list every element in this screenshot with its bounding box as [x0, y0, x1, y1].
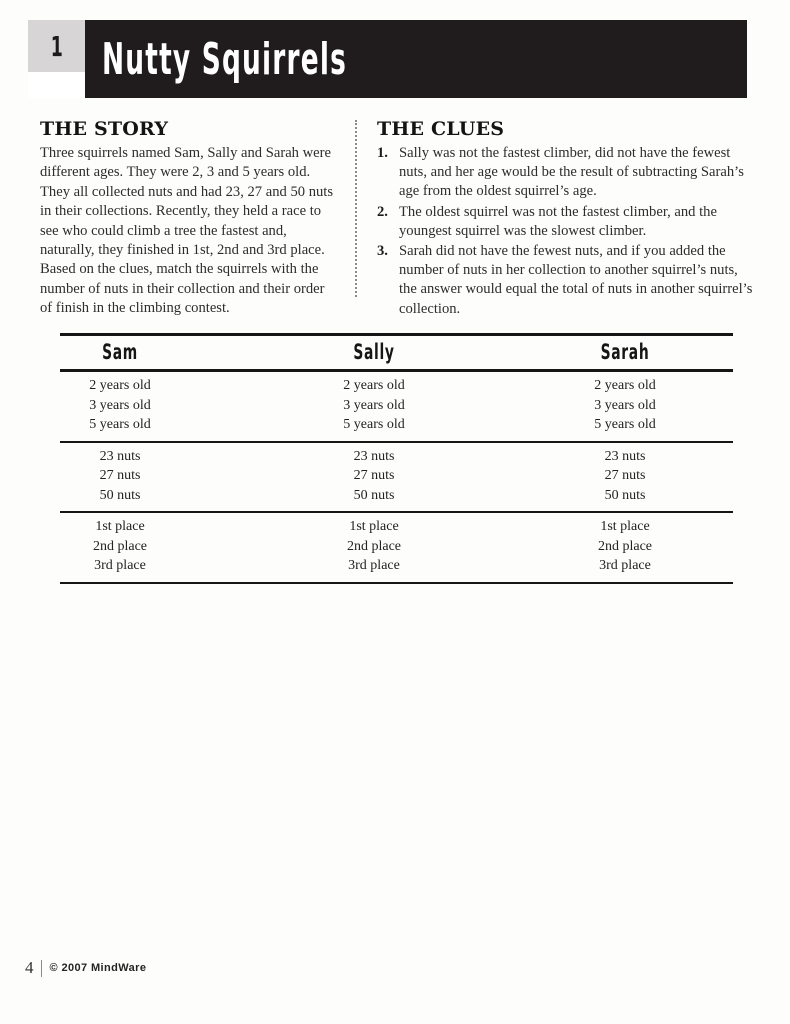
grid-cell: 5 years old [594, 417, 656, 432]
story-section [40, 118, 334, 319]
grid-cell: 23 nuts [353, 448, 395, 464]
grid-cell: 50 nuts [99, 487, 141, 503]
clues-heading: THE CLUES [377, 118, 505, 140]
grid-cell: 2 years old [594, 378, 656, 393]
grid-cell: 3rd place [348, 558, 400, 573]
clues-section [377, 118, 758, 320]
grid-cell: 2nd place [597, 538, 653, 554]
page-title: Nutty Squirrels [102, 34, 347, 85]
grid-cell: 3 years old [89, 397, 151, 413]
column-header-sam: Sam [102, 340, 138, 364]
grid-row [60, 376, 733, 396]
puzzle-number-box [28, 20, 85, 98]
column-header-sally: Sally [353, 340, 395, 364]
puzzle-number: 1 [50, 29, 63, 63]
clue-text: Sally was not the fastest climber, did not have the fewest nuts, and her age would be the result of subtracting Sarah’s age from the oldest squirrel’s age. [399, 145, 744, 200]
grid-cell: 23 nuts [99, 448, 141, 464]
grid-row [60, 447, 733, 467]
grid-rule-bottom [60, 582, 733, 584]
answer-grid [60, 333, 733, 584]
footer-divider [41, 960, 42, 977]
header-banner [28, 20, 747, 98]
clue-number: 3. [377, 243, 388, 260]
grid-cell: 27 nuts [604, 468, 646, 483]
grid-row [60, 486, 733, 506]
story-heading: THE STORY [40, 118, 169, 140]
grid-cell: 27 nuts [99, 468, 141, 483]
grid-cell: 3 years old [343, 397, 405, 413]
grid-section-ages [60, 372, 733, 441]
grid-row [60, 415, 733, 435]
grid-row [60, 556, 733, 576]
story-text: Three squirrels named Sam, Sally and Sarah were different ages. They were 2, 3 and 5 years old. They all collected nuts and had 23, 27 and 50 nuts in their collections. Recently, they held a race to see who could climb a tree the fastest and, naturally, they finished in 1st, 2nd and 3rd place. Based on the clues, match the squirrels with the number of nuts in their collection and their order of finish in the climbing contest. [40, 145, 334, 317]
grid-cell: 3rd place [599, 558, 651, 573]
page-footer [25, 958, 146, 978]
grid-cell: 23 nuts [604, 448, 646, 464]
grid-cell: 2 years old [89, 378, 151, 393]
grid-row [60, 396, 733, 416]
grid-cell: 2nd place [92, 538, 148, 554]
clue-number: 1. [377, 145, 388, 161]
column-header-sarah: Sarah [600, 340, 650, 364]
grid-cell: 1st place [349, 519, 399, 534]
copyright: © 2007 MindWare [49, 962, 147, 974]
grid-section-nuts [60, 443, 733, 512]
clue-number: 2. [377, 203, 388, 220]
grid-row [60, 517, 733, 537]
puzzle-number-box-bottom [28, 72, 85, 98]
page-number: 4 [25, 958, 34, 977]
grid-cell: 50 nuts [353, 487, 395, 503]
column-divider [355, 120, 357, 297]
grid-cell: 1st place [95, 519, 145, 534]
grid-cell: 2nd place [346, 538, 402, 554]
clue-text: Sarah did not have the fewest nuts, and if you added the number of nuts in her collection to another squirrel’s nuts, the answer would equal the total of nuts in another squirrel’s collection. [399, 243, 753, 317]
clue-item-2 [377, 203, 758, 241]
grid-cell: 1st place [600, 519, 650, 534]
grid-header-row [60, 336, 733, 369]
clue-item-3 [377, 242, 758, 319]
grid-cell: 50 nuts [604, 487, 646, 503]
puzzle-number-box-top [28, 20, 85, 72]
clue-item-1 [377, 144, 758, 202]
grid-cell: 2 years old [343, 378, 405, 393]
grid-cell: 27 nuts [353, 468, 395, 483]
grid-row [60, 466, 733, 486]
grid-row [60, 537, 733, 557]
grid-section-places [60, 513, 733, 582]
clue-text: The oldest squirrel was not the fastest climber, and the youngest squirrel was the slowest climber. [399, 203, 717, 239]
grid-cell: 5 years old [343, 417, 405, 432]
grid-cell: 5 years old [89, 417, 151, 432]
grid-cell: 3 years old [594, 397, 656, 413]
grid-cell: 3rd place [94, 558, 146, 573]
